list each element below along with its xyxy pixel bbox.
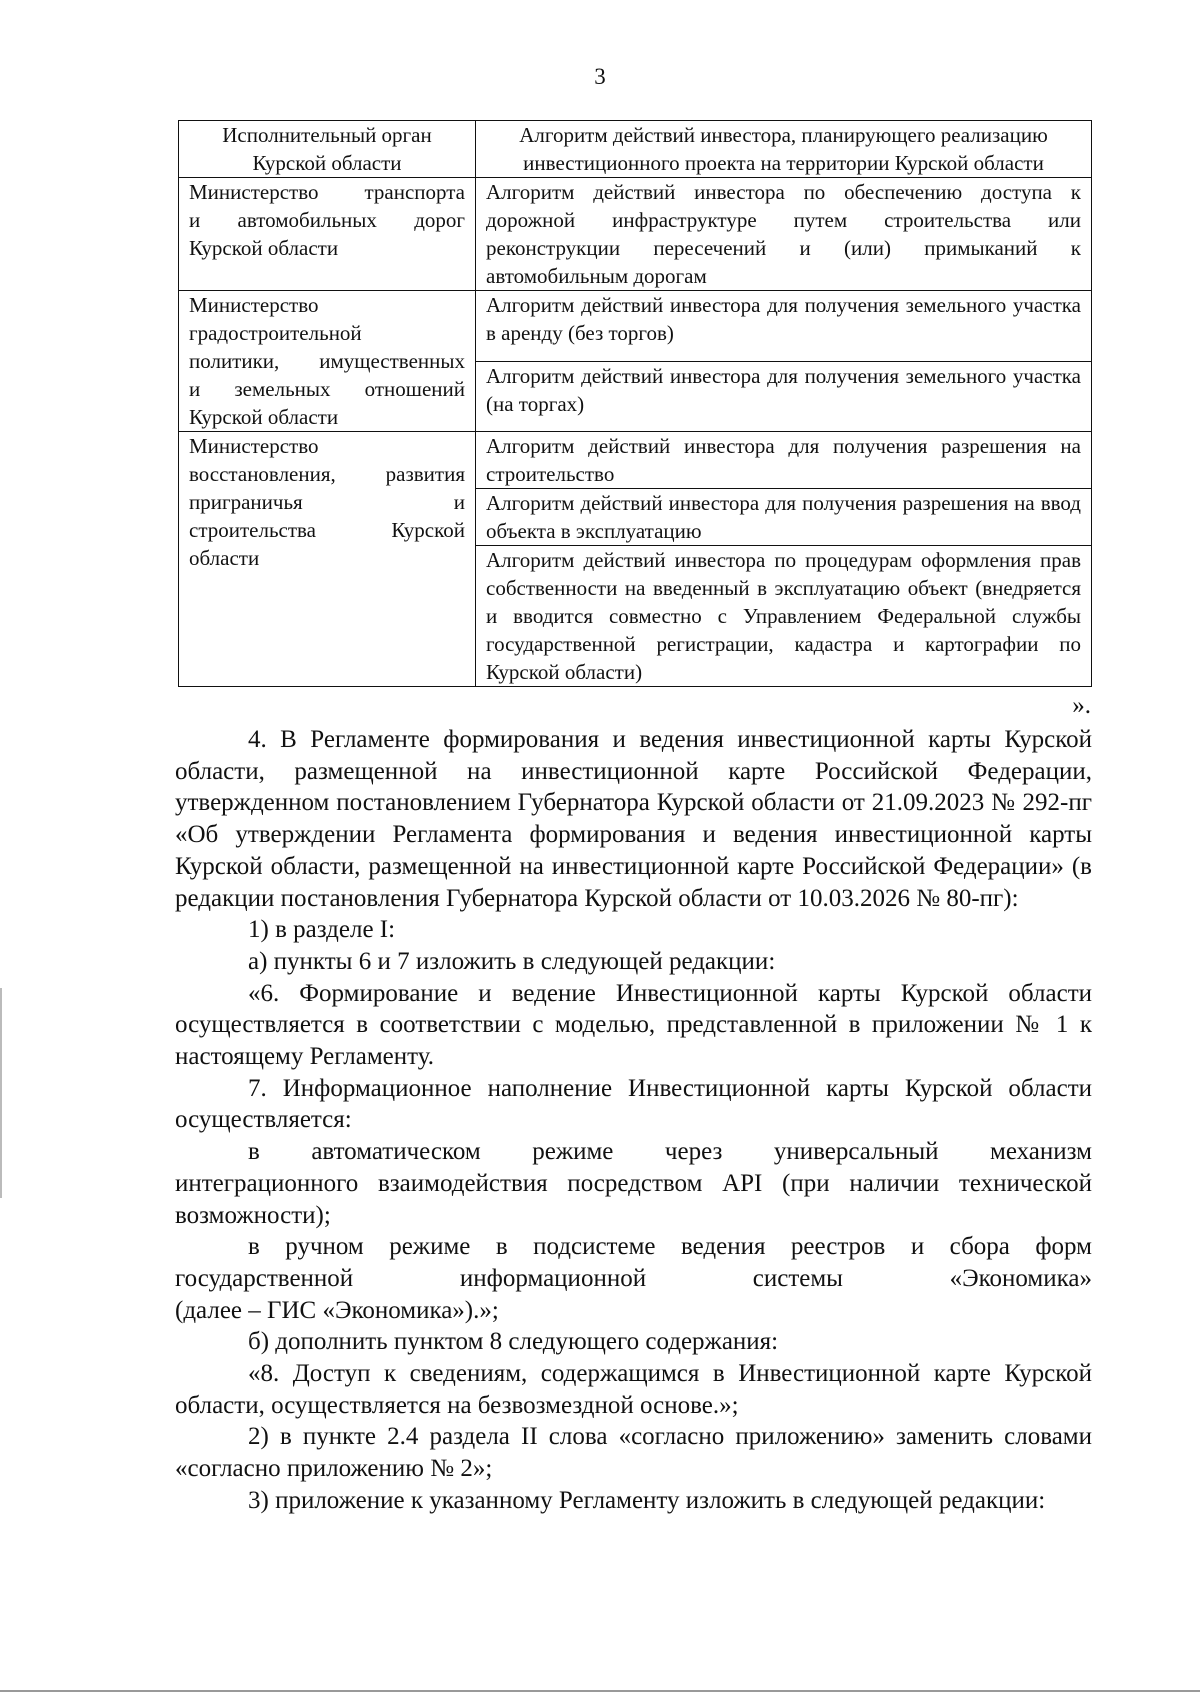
scan-bottom-edge xyxy=(0,1690,1200,1692)
organ-cell: Министерство градостроительной политики, имущественных и земельных отношений Курской области xyxy=(179,291,476,432)
algorithm-cell: Алгоритм действий инвестора для получения разрешения на строительство xyxy=(476,432,1092,489)
paragraph-subitem-b: б) дополнить пунктом 8 следующего содержания: xyxy=(248,1328,779,1356)
algorithm-cell: Алгоритм действий инвестора по обеспечению доступа к дорожной инфраструктуре путем строительства или реконструкции пересечений и (или) примыканий к автомобильным дорогам xyxy=(476,178,1092,291)
paragraph-item-3: 3) приложение к указанному Регламенту изложить в следующей редакции: xyxy=(248,1486,1046,1514)
paragraph-section-1: 1) в разделе I: xyxy=(248,916,396,944)
paragraph-point-6: «6. Формирование и ведение Инвестиционной карты Курской области осуществляется в соответствии с моделью, представленной в приложении № 1 к настоящему Регламенту. xyxy=(175,979,1092,1071)
header-algorithm: Алгоритм действий инвестора, планирующего реализацию инвестиционного проекта на территории Курской области xyxy=(476,121,1092,178)
algorithm-cell: Алгоритм действий инвестора для получения земельного участка в аренду (без торгов) xyxy=(476,291,1092,362)
paragraph-item-2: 2) в пункте 2.4 раздела II слова «согласно приложению» заменить словами «согласно приложению № 2»; xyxy=(175,1423,1092,1483)
table-header-row xyxy=(179,121,1092,178)
paragraph-manual-mode-line1: в ручном режиме в подсистеме ведения реестров и сбора форм xyxy=(248,1233,1092,1261)
algorithm-cell: Алгоритм действий инвестора по процедурам оформления прав собственности на введенный в эксплуатацию объект (внедряется и вводится совместно с Управлением Федеральной службы государственной регистрации, кадастра и картографии по Курской области) xyxy=(476,546,1092,687)
paragraph-manual-mode-line2: государственной информационной системы «Экономика» xyxy=(175,1264,1092,1292)
organ-cell: Министерство восстановления, развития приграничья и строительства Курской области xyxy=(179,432,476,687)
scan-edge-mark xyxy=(0,988,2,1198)
investor-algorithms-table xyxy=(178,120,1092,687)
paragraph-point-8: «8. Доступ к сведениям, содержащимся в Инвестиционной карте Курской области, осуществляется на безвозмездной основе.»; xyxy=(175,1360,1092,1419)
page-number: 3 xyxy=(594,64,606,89)
table-row xyxy=(179,178,1092,291)
paragraph-subitem-a: а) пункты 6 и 7 изложить в следующей редакции: xyxy=(248,947,776,975)
table-row xyxy=(179,291,1092,362)
header-organ: Исполнительный орган Курской области xyxy=(179,121,476,178)
algorithm-cell: Алгоритм действий инвестора для получения разрешения на ввод объекта в эксплуатацию xyxy=(476,489,1092,546)
paragraph-item-4: 4. В Регламенте формирования и ведения инвестиционной карты Курской области, размещенной на инвестиционной карте Российской Федерации, утвержденном постановлением Губернатора Курской области от 21.09.2023 № 292-пг «Об утверждении Регламента формирования и ведения инвестиционной карты Курской области, размещенной на инвестиционной карте Российской Федерации» (в редакции постановления Губернатора Курской области от 10.03.2026 № 80-пг): xyxy=(175,726,1092,912)
document-body xyxy=(175,724,1092,1517)
paragraph-automatic-mode-rest: интеграционного взаимодействия посредством API (при наличии технической возможности); xyxy=(175,1169,1092,1229)
paragraph-automatic-mode-line1: в автоматическом режиме через универсальный механизм xyxy=(248,1138,1092,1166)
algorithm-cell: Алгоритм действий инвестора для получения земельного участка (на торгах) xyxy=(476,361,1092,432)
organ-cell: Министерство транспорта и автомобильных дорог Курской области xyxy=(179,178,476,291)
table-row xyxy=(179,432,1092,489)
paragraph-point-7: 7. Информационное наполнение Инвестиционной карты Курской области осуществляется: xyxy=(175,1074,1092,1134)
paragraph-manual-mode-line3: (далее – ГИС «Экономика»).»; xyxy=(175,1296,499,1324)
closing-quote-mark: ». xyxy=(1072,692,1091,719)
